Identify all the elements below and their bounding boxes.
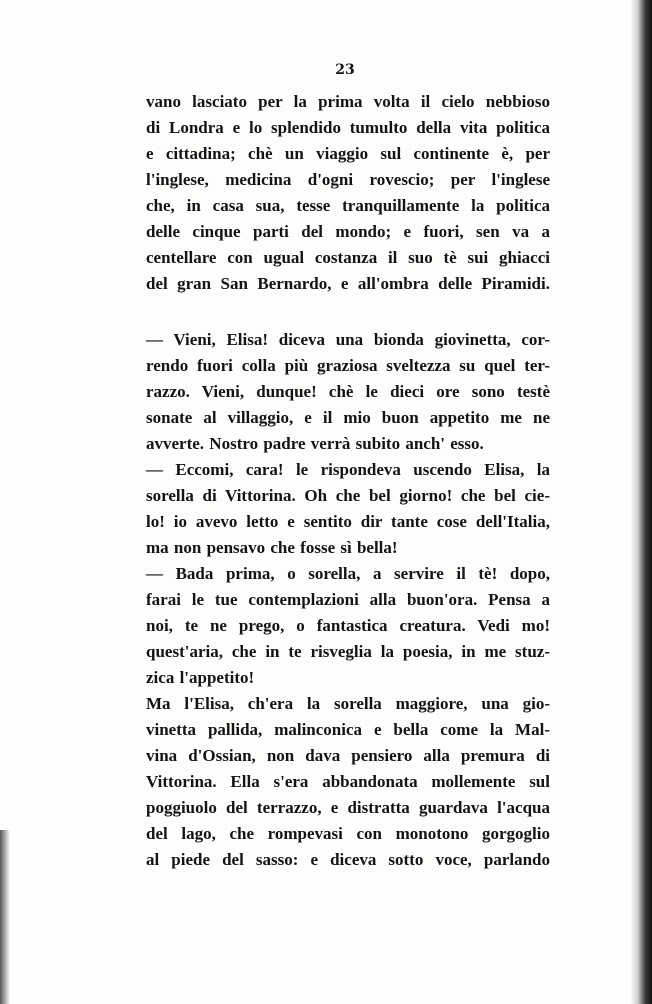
text-line: sorella di Vittorina. Oh che bel giorno! che bel cie- — [146, 486, 550, 505]
page-number: 23 — [335, 62, 355, 78]
text-line: rendo fuori colla più graziosa sveltezza su quel ter- — [146, 356, 550, 375]
text-line: farai le tue contemplazioni alla buon'ora. Pensa a — [146, 590, 550, 609]
text-line: avverte. Nostro padre verrà subito anch' esso. — [146, 434, 484, 453]
text-line: al piede del sasso: e diceva sotto voce, parlando — [146, 850, 550, 869]
text-line: vina d'Ossian, non dava pensiero alla premura di — [146, 746, 550, 765]
text-line: Ma l'Elisa, ch'era la sorella maggiore, una gio- — [146, 694, 550, 713]
text-line: del lago, che rompevasi con monotono gorgoglio — [146, 824, 550, 843]
text-line: sonate al villaggio, e il mio buon appetito me ne — [146, 408, 550, 427]
text-line: vano lasciato per la prima volta il cielo nebbioso — [146, 92, 550, 111]
text-line: — Eccomi, cara! le rispondeva uscendo Elisa, la — [146, 460, 550, 479]
text-line: ma non pensavo che fosse sì bella! — [146, 538, 398, 557]
text-line: centellare con ugual costanza il suo tè sui ghiacci — [146, 248, 550, 267]
text-line: quest'aria, che in te risveglia la poesia, in me stuz- — [146, 642, 550, 661]
text-line: zica l'appetito! — [146, 668, 255, 687]
text-line: di Londra e lo splendido tumulto della vita politica — [146, 118, 550, 137]
text-line: vinetta pallida, malinconica e bella come la Mal- — [146, 720, 550, 739]
text-line: e cittadina; chè un viaggio sul continente è, per — [146, 144, 550, 163]
text-line: che, in casa sua, tesse tranquillamente la politica — [146, 196, 550, 215]
page-edge-shadow-right — [630, 0, 652, 1004]
page-edge-shadow-left — [0, 830, 10, 1004]
text-line: — Bada prima, o sorella, a servire il tè! dopo, — [146, 564, 550, 583]
text-line: delle cinque parti del mondo; e fuori, sen va a — [146, 222, 550, 241]
text-line: Vittorina. Ella s'era abbandonata mollemente sul — [146, 772, 550, 791]
text-line: lo! io avevo letto e sentito dir tante cose dell'Italia, — [146, 512, 550, 531]
text-line: razzo. Vieni, dunque! chè le dieci ore sono testè — [146, 382, 550, 401]
text-line: l'inglese, medicina d'ogni rovescio; per l'inglese — [146, 170, 550, 189]
text-line: del gran San Bernardo, e all'ombra delle Piramidi. — [146, 274, 550, 293]
paragraph-gap — [146, 297, 550, 327]
text-line: noi, te ne prego, o fantastica creatura. Vedi mo! — [146, 616, 550, 635]
text-line: — Vieni, Elisa! diceva una bionda giovinetta, cor- — [146, 330, 550, 349]
body-text — [146, 89, 550, 873]
text-line: poggiuolo del terrazzo, e distratta guardava l'acqua — [146, 798, 550, 817]
